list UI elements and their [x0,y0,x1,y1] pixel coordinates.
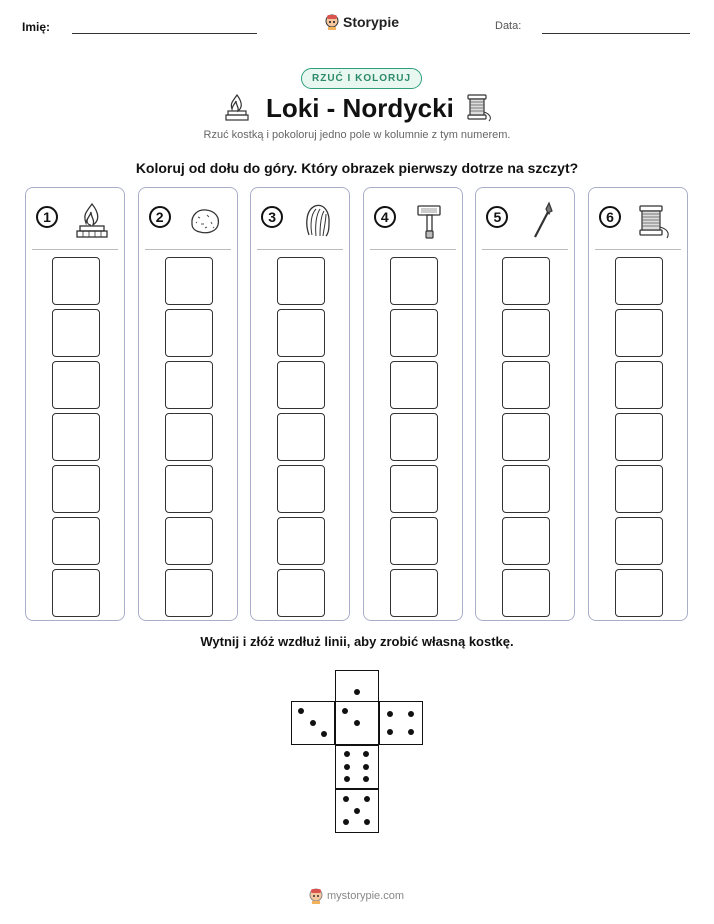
storypie-mascot-icon [309,888,323,904]
color-cell[interactable] [390,465,438,513]
dice-face [291,701,335,745]
column-5 [475,187,575,621]
column-divider [370,249,456,250]
color-cell[interactable] [502,569,550,617]
dice-pip [344,764,350,770]
dice-pip [408,711,414,717]
color-cell[interactable] [52,257,100,305]
color-cell[interactable] [165,465,213,513]
dice-pip [298,708,304,714]
dice-pip [408,729,414,735]
fire-pit-title-icon [224,92,250,122]
fire-pit-icon [74,200,110,240]
dice-pip [364,796,370,802]
storypie-mascot-icon [325,14,339,30]
color-cell[interactable] [277,517,325,565]
column-6 [588,187,688,621]
column-3 [250,187,350,621]
brand-logo [325,14,399,30]
date-field[interactable] [542,33,690,34]
column-number: 4 [374,206,396,228]
column-number: 5 [486,206,508,228]
dice-pip [354,689,360,695]
color-cell[interactable] [615,257,663,305]
color-cell[interactable] [277,309,325,357]
dice-pip [343,796,349,802]
column-4 [363,187,463,621]
spear-icon [524,200,560,240]
hair-icon [299,200,335,240]
column-number: 1 [36,206,58,228]
column-divider [595,249,681,250]
column-divider [482,249,568,250]
color-cell[interactable] [502,413,550,461]
game-instruction: Koloruj od dołu do góry. Który obrazek pierwszy dotrze na szczyt? [135,160,579,176]
activity-badge: RZUĆ I KOLORUJ [301,68,422,89]
footer [309,888,404,904]
dice-pip [321,731,327,737]
color-cell[interactable] [277,361,325,409]
column-divider [32,249,118,250]
page-subtitle: Rzuć kostką i pokoloruj jedno pole w kolumnie z tym numerem. [203,129,511,141]
color-cell[interactable] [390,257,438,305]
color-cell[interactable] [615,309,663,357]
dice-pip [310,720,316,726]
color-cell[interactable] [615,413,663,461]
name-field[interactable] [72,33,257,34]
column-number: 6 [599,206,621,228]
column-2 [138,187,238,621]
color-cell[interactable] [502,465,550,513]
dice-pip [342,708,348,714]
dice-face [335,745,379,789]
column-divider [145,249,231,250]
color-cell[interactable] [52,465,100,513]
column-number: 3 [261,206,283,228]
color-cell[interactable] [52,569,100,617]
color-cell[interactable] [165,413,213,461]
color-cell[interactable] [390,361,438,409]
color-cell[interactable] [165,569,213,617]
color-cell[interactable] [390,517,438,565]
dice-pip [387,729,393,735]
color-cell[interactable] [390,309,438,357]
color-cell[interactable] [615,465,663,513]
thread-spool-title-icon [464,92,494,122]
color-cell[interactable] [52,309,100,357]
dice-face [335,701,379,745]
brand-name: Storypie [343,14,400,30]
color-cell[interactable] [277,569,325,617]
color-cell[interactable] [615,361,663,409]
hammer-icon [412,200,448,240]
dice-pip [354,808,360,814]
dice-pip [354,720,360,726]
color-cell[interactable] [165,361,213,409]
dice-pip [344,776,350,782]
footer-url: mystorypie.com [327,890,405,902]
thread-spool-icon [637,200,673,240]
column-number: 2 [149,206,171,228]
color-cell[interactable] [390,413,438,461]
dice-pip [344,751,350,757]
color-cell[interactable] [165,517,213,565]
dice-face [379,701,423,745]
color-cell[interactable] [165,309,213,357]
dice-pip [387,711,393,717]
cut-instruction: Wytnij i złóż wzdłuż linii, aby zrobić własną kostkę. [200,634,514,649]
column-divider [257,249,343,250]
color-cell[interactable] [502,517,550,565]
column-1 [25,187,125,621]
dice-face [335,789,379,833]
color-cell[interactable] [52,361,100,409]
date-label: Data: [495,20,522,32]
color-cell[interactable] [390,569,438,617]
dice-pip [364,819,370,825]
color-cell[interactable] [277,257,325,305]
color-cell[interactable] [615,569,663,617]
color-cell[interactable] [277,465,325,513]
dice-pip [363,751,369,757]
dice-pip [363,764,369,770]
color-cell[interactable] [52,413,100,461]
color-cell[interactable] [502,361,550,409]
page-title: Loki - Nordycki [266,93,454,123]
rock-icon [187,200,223,240]
color-cell[interactable] [502,257,550,305]
name-label: Imię: [22,20,51,34]
color-cell[interactable] [52,517,100,565]
color-cell[interactable] [502,309,550,357]
color-cell[interactable] [615,517,663,565]
dice-pip [363,776,369,782]
color-cell[interactable] [277,413,325,461]
color-cell[interactable] [165,257,213,305]
dice-pip [343,819,349,825]
